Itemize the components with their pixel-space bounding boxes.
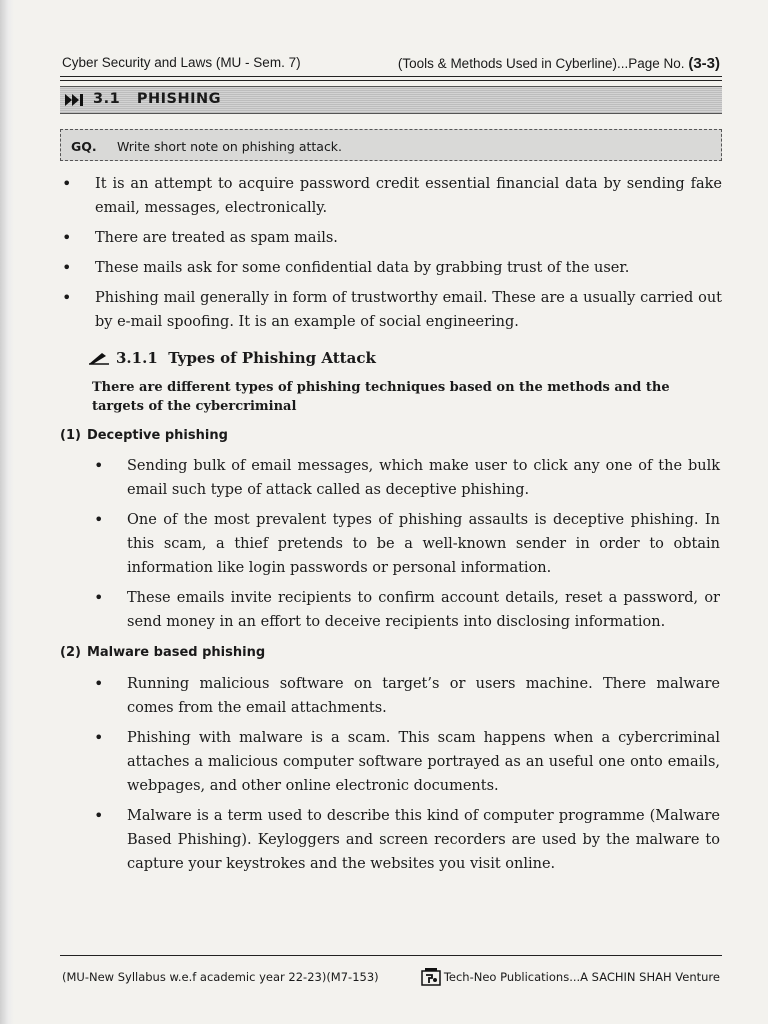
intro-text: There are different types of phishing techniques based on the methods and the targets of the cybercriminal bbox=[92, 380, 670, 414]
section-name: PHISHING bbox=[136, 91, 222, 107]
header-chapter-page bbox=[398, 55, 720, 72]
pencil-writing-icon bbox=[88, 351, 110, 365]
deceptive-bullet-list bbox=[94, 454, 720, 640]
section-heading-bar bbox=[60, 86, 722, 114]
malware-bullet-list bbox=[94, 672, 720, 882]
type-number: (1) bbox=[60, 428, 81, 443]
fast-forward-icon bbox=[65, 94, 85, 106]
type-heading-malware bbox=[60, 645, 265, 660]
list-item: • One of the most prevalent types of phishing assaults is deceptive phishing. In this scam, a thief pretends to be a well-known sender in order to obtain information like login passwords or personal information. bbox=[94, 508, 720, 580]
list-item: • These emails invite recipients to confirm account details, reset a password, or send money in an effort to deceive recipients into disclosing information. bbox=[94, 586, 720, 634]
footer-rule bbox=[60, 955, 722, 956]
list-item: • Sending bulk of email messages, which make user to click any one of the bulk email such type of attack called as deceptive phishing. bbox=[94, 454, 720, 502]
list-item: • There are treated as spam mails. bbox=[62, 226, 722, 250]
type-number: (2) bbox=[60, 645, 81, 660]
header-rule-2 bbox=[60, 80, 722, 81]
header-rule bbox=[60, 76, 722, 77]
list-item: • Phishing mail generally in form of trustworthy email. These are a usually carried out by e-mail spoofing. It is an example of social engineering. bbox=[62, 286, 722, 334]
type-heading-deceptive bbox=[60, 428, 228, 443]
footer-syllabus: (MU-New Syllabus w.e.f academic year 22-23)(M7-153) bbox=[62, 970, 379, 984]
footer-publisher-text: Tech-Neo Publications...A SACHIN SHAH Venture bbox=[443, 970, 720, 984]
list-item: • Running malicious software on target’s or users machine. There malware comes from the email attachments. bbox=[94, 672, 720, 720]
section-title bbox=[93, 91, 221, 107]
type-title: Deceptive phishing bbox=[86, 428, 228, 443]
subsection-number: 3.1.1 bbox=[116, 349, 158, 367]
header-page-number: (3-3) bbox=[688, 55, 720, 72]
type-title: Malware based phishing bbox=[86, 645, 266, 660]
page-header bbox=[62, 52, 720, 74]
list-item: • These mails ask for some confidential data by grabbing trust of the user. bbox=[62, 256, 722, 280]
list-item: • Phishing with malware is a scam. This scam happens when a cybercriminal attaches a malicious computer software portrayed as an useful one onto emails, webpages, and other online electronic documents. bbox=[94, 726, 720, 798]
main-bullet-list bbox=[62, 172, 722, 334]
page-footer bbox=[62, 965, 720, 987]
gq-question: Write short note on phishing attack. bbox=[117, 139, 343, 154]
header-book-title: Cyber Security and Laws (MU - Sem. 7) bbox=[62, 55, 301, 70]
subsection-heading bbox=[88, 349, 376, 367]
gq-label: GQ. bbox=[71, 139, 97, 154]
header-chapter: (Tools & Methods Used in Cyberline)...Page No. bbox=[397, 56, 685, 71]
subsection-title: Types of Phishing Attack bbox=[168, 349, 376, 367]
list-item: • Malware is a term used to describe this kind of computer programme (Malware Based Phishing). Keyloggers and screen recorders are used by the malware to capture your keystrokes and the websites you visit online. bbox=[94, 804, 720, 876]
scan-edge bbox=[0, 0, 14, 1024]
section-number: 3.1 bbox=[93, 91, 121, 107]
publisher-logo-icon bbox=[421, 968, 441, 986]
footer-publisher bbox=[421, 968, 720, 986]
gq-box bbox=[60, 129, 722, 161]
list-item: • It is an attempt to acquire password credit essential financial data by sending fake email, messages, electronically. bbox=[62, 172, 722, 220]
